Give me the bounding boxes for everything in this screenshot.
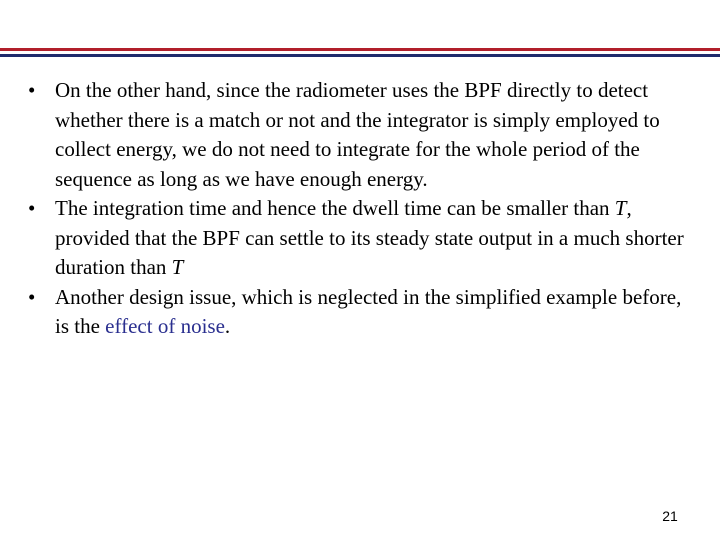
variable-t: T: [614, 196, 627, 220]
bullet-text: Another design issue, which is neglected in the simplified example before, is the: [55, 284, 682, 338]
header-rule-blue: [0, 54, 720, 57]
bullet-item-2: [28, 194, 696, 283]
page-number: 21: [662, 508, 678, 524]
bullet-mark: •: [28, 78, 36, 102]
bullet-list: [28, 76, 696, 342]
bullet-item-3: [28, 283, 696, 342]
bullet-mark: •: [28, 196, 36, 220]
header-rule-red: [0, 48, 720, 51]
bullet-text: , provided that the BPF can settle to its steady state output in a much shorter duration than: [55, 196, 684, 279]
variable-t: T: [171, 255, 184, 279]
bullet-text: On the other hand, since the radiometer uses the BPF directly to detect whether there is a match or not and the integrator is simply employed to collect energy, we do not need to integrate for the whole period of the sequence as long as we have enough energy.: [55, 78, 660, 191]
bullet-mark: •: [28, 284, 36, 309]
bullet-text: .: [224, 314, 231, 338]
bullet-item-1: [28, 76, 696, 194]
highlighted-phrase: effect of noise: [105, 314, 225, 338]
bullet-text: The integration time and hence the dwell time can be smaller than: [55, 196, 615, 220]
